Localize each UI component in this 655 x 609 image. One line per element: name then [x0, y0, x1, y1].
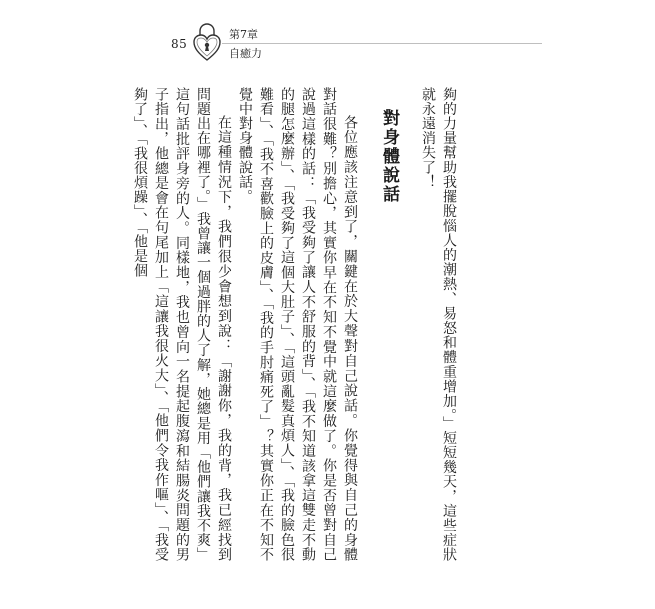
chapter-label: 第7章 — [229, 28, 258, 41]
paragraph-continued: 夠的力量幫助我擺脫惱人的潮熱、易怒和體重增加。」短短幾天，這些症狀就永遠消失了！ — [420, 87, 457, 562]
chapter-title: 自癒力 — [229, 47, 262, 60]
page-number: 85 — [171, 37, 188, 51]
heart-padlock-icon — [192, 18, 222, 64]
paragraph: 各位應該注意到了，關鍵在於大聲對自己說話。你覺得與自己的身體對話很難？別擔心，其實你早在不知不覺中就這麼做了。你是否曾對自己說過這樣的話：「我受夠了讓人不舒服的背」、「我不知道該拿這雙走不動的腿怎麼辦」、「我受夠了這個大肚子」、「這頭亂髮真煩人」、「我的臉色很難看」、「我不喜歡臉上的皮膚」、「我的手肘痛死了」？其實你正在不知不覺中對身體說話。 — [237, 87, 358, 562]
paragraph: 在這種情況下，我們很少會想到說：「謝謝你，我的背，我已經找到問題出在哪裡了。」我曾讓一個過胖的人了解，她總是用「他們讓我不爽」這句話批評身旁的人。同樣地，我也曾向一名提起腹瀉和結腸炎問題的男子指出，他總是會在句尾加上「這讓我很火大」、「他們令我作嘔」、「我受夠了」、「我很煩躁」、「他是個 — [132, 87, 232, 562]
header-rule — [222, 43, 542, 44]
body-text — [129, 87, 459, 562]
section-heading: 對身體說話 — [379, 109, 399, 204]
